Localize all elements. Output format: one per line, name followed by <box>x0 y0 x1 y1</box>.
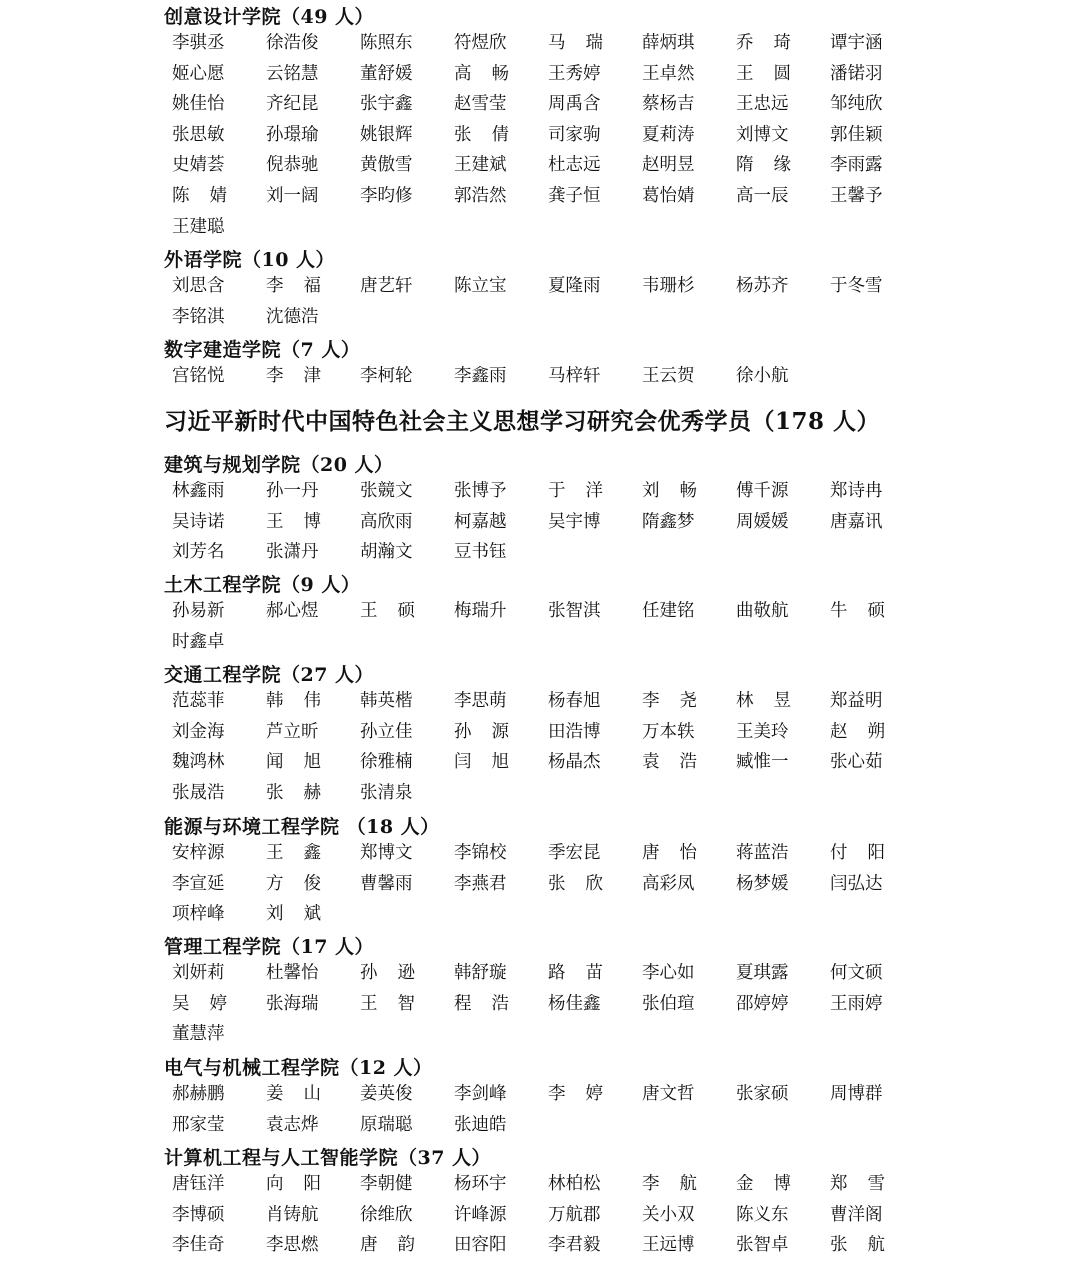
student-name: 唐怡 <box>642 843 717 863</box>
student-name: 张智淇 <box>548 601 601 621</box>
student-name: 孙璟瑜 <box>266 125 319 145</box>
student-name: 马梓轩 <box>548 366 601 386</box>
student-name: 李思燃 <box>266 1235 319 1255</box>
student-name: 孙一丹 <box>266 481 319 501</box>
student-name: 万航郡 <box>548 1205 601 1225</box>
student-name: 杨佳鑫 <box>548 994 601 1014</box>
student-name: 于洋 <box>548 481 623 501</box>
student-name: 王远博 <box>642 1235 695 1255</box>
student-name: 隋鑫梦 <box>642 512 695 532</box>
student-name: 司家驹 <box>548 125 601 145</box>
student-name: 李尧 <box>642 691 717 711</box>
student-name: 张迪皓 <box>454 1115 507 1135</box>
student-name: 魏鸿林 <box>172 752 225 772</box>
page-title: 习近平新时代中国特色社会主义思想学习研究会优秀学员（178 人） <box>164 408 881 435</box>
student-name: 程浩 <box>454 994 529 1014</box>
student-name: 唐文哲 <box>642 1084 695 1104</box>
student-name: 郝心煜 <box>266 601 319 621</box>
student-name: 马瑞 <box>548 33 623 53</box>
student-name: 刘斌 <box>266 904 341 924</box>
student-name: 吴诗诺 <box>172 512 225 532</box>
student-name: 李君毅 <box>548 1235 601 1255</box>
student-name: 李雨露 <box>830 155 883 175</box>
student-name: 豆书钰 <box>454 542 507 562</box>
student-name: 方俊 <box>266 874 341 894</box>
student-name: 夏隆雨 <box>548 276 601 296</box>
section-heading: 能源与环境工程学院 （18 人） <box>164 816 440 838</box>
student-name: 李航 <box>642 1174 717 1194</box>
student-name: 齐纪昆 <box>266 94 319 114</box>
student-name: 王馨予 <box>830 186 883 206</box>
student-name: 范蕊菲 <box>172 691 225 711</box>
student-name: 张晟浩 <box>172 783 225 803</box>
student-name: 孙逊 <box>360 963 435 983</box>
student-name: 张赫 <box>266 783 341 803</box>
student-name: 闻旭 <box>266 752 341 772</box>
student-name: 李昀修 <box>360 186 413 206</box>
student-name: 杨晶杰 <box>548 752 601 772</box>
student-name: 宫铭悦 <box>172 366 225 386</box>
student-name: 韩舒璇 <box>454 963 507 983</box>
student-name: 郭佳颖 <box>830 125 883 145</box>
student-name: 陈义东 <box>736 1205 789 1225</box>
section-heading: 数字建造学院（7 人） <box>164 339 361 361</box>
student-name: 杜志远 <box>548 155 601 175</box>
student-name: 张競文 <box>360 481 413 501</box>
student-name: 李剑峰 <box>454 1084 507 1104</box>
section-heading: 外语学院（10 人） <box>164 249 336 271</box>
student-name: 牛硕 <box>830 601 905 621</box>
student-name: 李婷 <box>548 1084 623 1104</box>
section-heading: 土木工程学院（9 人） <box>164 574 361 596</box>
student-name: 李思萌 <box>454 691 507 711</box>
student-name: 董舒媛 <box>360 64 413 84</box>
student-name: 沈德浩 <box>266 307 319 327</box>
student-name: 唐钰洋 <box>172 1174 225 1194</box>
student-name: 王雨婷 <box>830 994 883 1014</box>
student-name: 唐嘉讯 <box>830 512 883 532</box>
student-name: 田容阳 <box>454 1235 507 1255</box>
student-name: 李鑫雨 <box>454 366 507 386</box>
student-name: 陈立宝 <box>454 276 507 296</box>
student-name: 袁浩 <box>642 752 717 772</box>
student-name: 肖铸航 <box>266 1205 319 1225</box>
student-name: 刘妍莉 <box>172 963 225 983</box>
student-name: 薛炳琪 <box>642 33 695 53</box>
student-name: 林鑫雨 <box>172 481 225 501</box>
student-name: 杨苏齐 <box>736 276 789 296</box>
student-name: 徐维欣 <box>360 1205 413 1225</box>
student-name: 杜馨怡 <box>266 963 319 983</box>
student-name: 唐韵 <box>360 1235 435 1255</box>
student-name: 杨春旭 <box>548 691 601 711</box>
student-name: 韩英楷 <box>360 691 413 711</box>
student-name: 张宇鑫 <box>360 94 413 114</box>
student-name: 王云贺 <box>642 366 695 386</box>
student-name: 赵朔 <box>830 722 905 742</box>
student-name: 李博硕 <box>172 1205 225 1225</box>
student-name: 杨梦媛 <box>736 874 789 894</box>
student-name: 何文硕 <box>830 963 883 983</box>
student-name: 王硕 <box>360 601 435 621</box>
student-name: 蔡杨吉 <box>642 94 695 114</box>
student-name: 黄傲雪 <box>360 155 413 175</box>
student-name: 赵雪莹 <box>454 94 507 114</box>
student-name: 夏莉涛 <box>642 125 695 145</box>
section-heading: 交通工程学院（27 人） <box>164 664 375 686</box>
student-name: 乔琦 <box>736 33 811 53</box>
student-name: 王建聪 <box>172 217 225 237</box>
student-name: 傅千源 <box>736 481 789 501</box>
student-name: 郝赫鹏 <box>172 1084 225 1104</box>
student-name: 时鑫卓 <box>172 632 225 652</box>
student-name: 孙立佳 <box>360 722 413 742</box>
section-heading: 创意设计学院（49 人） <box>164 6 375 28</box>
student-name: 龚子恒 <box>548 186 601 206</box>
student-name: 杨环宇 <box>454 1174 507 1194</box>
student-name: 高一辰 <box>736 186 789 206</box>
student-name: 邢家莹 <box>172 1115 225 1135</box>
student-name: 李心如 <box>642 963 695 983</box>
student-name: 李铭淇 <box>172 307 225 327</box>
student-name: 周媛媛 <box>736 512 789 532</box>
section-heading: 管理工程学院（17 人） <box>164 936 375 958</box>
student-name: 孙源 <box>454 722 529 742</box>
student-name: 王圆 <box>736 64 811 84</box>
student-name: 柯嘉越 <box>454 512 507 532</box>
student-name: 张心茹 <box>830 752 883 772</box>
student-name: 姜山 <box>266 1084 341 1104</box>
student-name: 任建铭 <box>642 601 695 621</box>
student-name: 王鑫 <box>266 843 341 863</box>
student-name: 徐雅楠 <box>360 752 413 772</box>
student-name: 史婧荟 <box>172 155 225 175</box>
student-name: 葛怡婧 <box>642 186 695 206</box>
student-name: 张清泉 <box>360 783 413 803</box>
student-name: 邹纯欣 <box>830 94 883 114</box>
student-name: 路苗 <box>548 963 623 983</box>
student-name: 李骐丞 <box>172 33 225 53</box>
student-name: 曲敬航 <box>736 601 789 621</box>
student-name: 闫弘达 <box>830 874 883 894</box>
student-name: 吴宇博 <box>548 512 601 532</box>
student-name: 曹洋阁 <box>830 1205 883 1225</box>
student-name: 金博 <box>736 1174 811 1194</box>
student-name: 张海瑞 <box>266 994 319 1014</box>
student-name: 刘芳名 <box>172 542 225 562</box>
student-name: 张智卓 <box>736 1235 789 1255</box>
student-name: 高畅 <box>454 64 529 84</box>
student-name: 曹馨雨 <box>360 874 413 894</box>
student-name: 高欣雨 <box>360 512 413 532</box>
student-name: 陈婧 <box>172 186 247 206</box>
student-name: 闫旭 <box>454 752 529 772</box>
student-name: 付阳 <box>830 843 905 863</box>
student-name: 徐小航 <box>736 366 789 386</box>
section-heading: 计算机工程与人工智能学院（37 人） <box>164 1147 492 1169</box>
student-name: 胡瀚文 <box>360 542 413 562</box>
student-name: 张倩 <box>454 125 529 145</box>
student-name: 刘畅 <box>642 481 717 501</box>
section-heading: 电气与机械工程学院（12 人） <box>164 1057 433 1079</box>
student-name: 陈照东 <box>360 33 413 53</box>
student-name: 田浩博 <box>548 722 601 742</box>
student-name: 董慧萍 <box>172 1024 225 1044</box>
student-name: 项梓峰 <box>172 904 225 924</box>
student-name: 向阳 <box>266 1174 341 1194</box>
student-name: 高彩凤 <box>642 874 695 894</box>
student-name: 张家硕 <box>736 1084 789 1104</box>
student-name: 唐艺轩 <box>360 276 413 296</box>
student-name: 张潇丹 <box>266 542 319 562</box>
student-name: 王博 <box>266 512 341 532</box>
student-name: 林昱 <box>736 691 811 711</box>
student-name: 刘金海 <box>172 722 225 742</box>
student-name: 徐浩俊 <box>266 33 319 53</box>
student-name: 王忠远 <box>736 94 789 114</box>
student-name: 郑博文 <box>360 843 413 863</box>
student-name: 万本轶 <box>642 722 695 742</box>
student-name: 韩伟 <box>266 691 341 711</box>
student-name: 隋缘 <box>736 155 811 175</box>
student-name: 王秀婷 <box>548 64 601 84</box>
student-name: 张思敏 <box>172 125 225 145</box>
student-name: 韦珊杉 <box>642 276 695 296</box>
student-name: 王美玲 <box>736 722 789 742</box>
student-name: 吴婷 <box>172 994 247 1014</box>
student-name: 邵婷婷 <box>736 994 789 1014</box>
student-name: 刘一阔 <box>266 186 319 206</box>
student-name: 李福 <box>266 276 341 296</box>
student-name: 李锦校 <box>454 843 507 863</box>
student-name: 许峰源 <box>454 1205 507 1225</box>
student-name: 安梓源 <box>172 843 225 863</box>
student-name: 刘博文 <box>736 125 789 145</box>
student-name: 王智 <box>360 994 435 1014</box>
student-name: 周禹含 <box>548 94 601 114</box>
student-name: 蒋蓝浩 <box>736 843 789 863</box>
student-name: 李佳奇 <box>172 1235 225 1255</box>
student-name: 臧惟一 <box>736 752 789 772</box>
student-name: 云铭慧 <box>266 64 319 84</box>
student-name: 赵明昱 <box>642 155 695 175</box>
student-name: 王卓然 <box>642 64 695 84</box>
student-name: 李朝健 <box>360 1174 413 1194</box>
student-name: 夏琪露 <box>736 963 789 983</box>
student-name: 芦立昕 <box>266 722 319 742</box>
student-name: 郭浩然 <box>454 186 507 206</box>
student-name: 符煜欣 <box>454 33 507 53</box>
student-name: 关小双 <box>642 1205 695 1225</box>
student-name: 刘思含 <box>172 276 225 296</box>
student-name: 李柯轮 <box>360 366 413 386</box>
student-name: 李宣延 <box>172 874 225 894</box>
student-name: 袁志烨 <box>266 1115 319 1135</box>
student-name: 季宏昆 <box>548 843 601 863</box>
student-name: 周博群 <box>830 1084 883 1104</box>
student-name: 林柏松 <box>548 1174 601 1194</box>
student-name: 原瑞聪 <box>360 1115 413 1135</box>
student-name: 李津 <box>266 366 341 386</box>
student-name: 张航 <box>830 1235 905 1255</box>
student-name: 姬心愿 <box>172 64 225 84</box>
section-heading: 建筑与规划学院（20 人） <box>164 454 394 476</box>
student-name: 王建斌 <box>454 155 507 175</box>
student-name: 张伯瑄 <box>642 994 695 1014</box>
student-name: 郑雪 <box>830 1174 905 1194</box>
student-name: 倪恭驰 <box>266 155 319 175</box>
student-name: 郑益明 <box>830 691 883 711</box>
student-name: 潘锘羽 <box>830 64 883 84</box>
student-name: 于冬雪 <box>830 276 883 296</box>
student-name: 郑诗冉 <box>830 481 883 501</box>
student-name: 李燕君 <box>454 874 507 894</box>
student-name: 梅瑞升 <box>454 601 507 621</box>
student-name: 姜英俊 <box>360 1084 413 1104</box>
student-name: 孙易新 <box>172 601 225 621</box>
student-name: 张欣 <box>548 874 623 894</box>
student-name: 谭宇涵 <box>830 33 883 53</box>
student-name: 姚银辉 <box>360 125 413 145</box>
student-name: 张博予 <box>454 481 507 501</box>
student-name: 姚佳怡 <box>172 94 225 114</box>
